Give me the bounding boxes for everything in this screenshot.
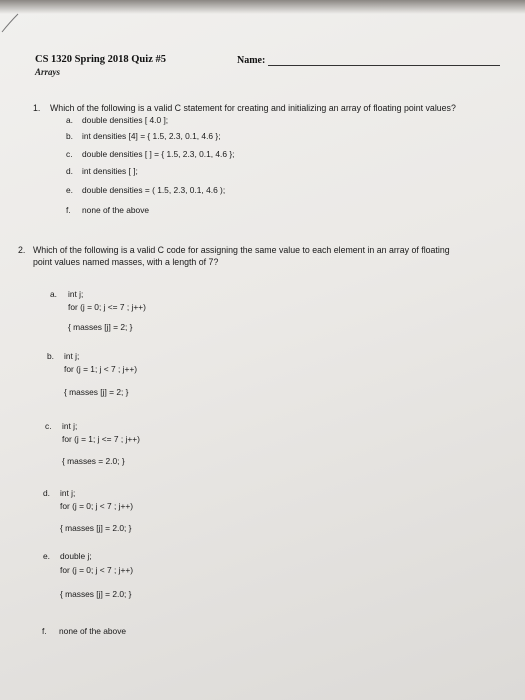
q2-option-f-text: none of the above [59,626,127,636]
q1-option-f-letter: f. [66,205,71,215]
q2-option-d-decl: int j; [60,488,76,498]
quiz-subtitle: Arrays [35,67,61,77]
pen-stroke-mark [0,0,40,40]
q1-number: 1. [33,103,41,113]
q1-option-b-letter: b. [66,131,73,141]
q1-option-e-letter: e. [66,185,73,195]
q2-option-d-loop: for (j = 0; j < 7 ; j++) [60,501,134,511]
q1-option-e-text: double densities = ( 1.5, 2.3, 0.1, 4.6 ); [82,185,226,195]
q1-option-b-text: int densities [4] = { 1.5, 2.3, 0.1, 4.6 }; [82,131,221,141]
name-line [268,65,500,66]
q1-option-c-letter: c. [66,149,73,159]
q2-prompt-line2: point values named masses, with a length of 7? [33,257,219,267]
q2-option-a-body: { masses [j] = 2; } [68,322,133,332]
q2-option-c-body: { masses = 2.0; } [62,456,125,466]
q1-option-c-text: double densities [ ] = { 1.5, 2.3, 0.1, 4.6 }; [82,149,235,159]
quiz-title: CS 1320 Spring 2018 Quiz #5 [35,54,166,65]
q2-option-e-loop: for (j = 0; j < 7 ; j++) [60,565,134,575]
q2-number: 2. [18,245,26,255]
q2-prompt-line1: Which of the following is a valid C code for assigning the same value to each element in an array of floating [33,245,450,255]
q2-option-a-letter: a. [50,289,57,299]
q1-option-a-text: double densities [ 4.0 ]; [82,115,169,125]
q2-option-a-loop: for (j = 0; j <= 7 ; j++) [68,302,146,312]
q2-option-b-loop: for (j = 1; j < 7 ; j++) [64,364,138,374]
q2-option-e-decl: double j; [60,551,92,561]
page-top-shadow [0,0,525,14]
q1-option-d-letter: d. [66,166,73,176]
q1-prompt: Which of the following is a valid C statement for creating and initializing an array of floating point values? [50,103,456,113]
q2-option-e-letter: e. [43,551,50,561]
q2-option-b-decl: int j; [64,351,80,361]
q2-option-d-body: { masses [j] = 2.0; } [60,523,132,533]
q2-option-c-loop: for (j = 1; j <= 7 ; j++) [62,434,140,444]
q2-option-c-letter: c. [45,421,52,431]
q2-option-a-decl: int j; [68,289,84,299]
q2-option-b-letter: b. [47,351,54,361]
name-label: Name: [237,55,266,66]
q1-option-a-letter: a. [66,115,73,125]
q1-option-d-text: int densities [ ]; [82,166,138,176]
q2-option-d-letter: d. [43,488,50,498]
q1-option-f-text: none of the above [82,205,150,215]
q2-option-f-letter: f. [42,626,47,636]
q2-option-b-body: { masses [j] = 2; } [64,387,129,397]
q2-option-c-decl: int j; [62,421,78,431]
q2-option-e-body: { masses [j] = 2.0; } [60,589,132,599]
